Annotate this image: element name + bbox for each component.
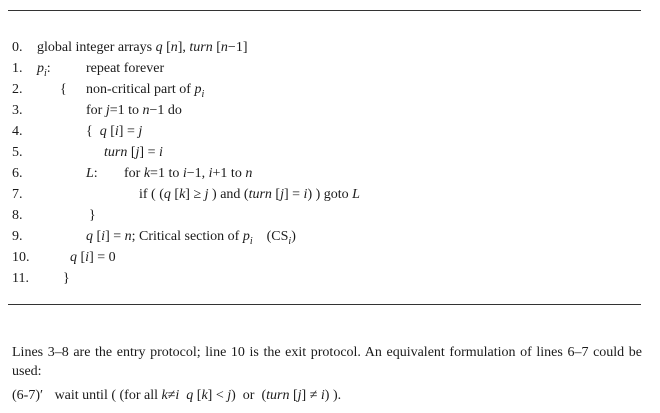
line-code: for j=1 to n−1 do	[86, 103, 182, 118]
line-code: if ( (q [k] ≥ j ) and (turn [j] = i) ) goto L	[139, 187, 360, 202]
line-code: repeat forever	[86, 61, 165, 76]
line-code: { q [i] = j	[86, 124, 143, 139]
bottom-rule	[8, 304, 641, 305]
line-code: q [i] = n; Critical section of $p_i$ $(CS_i)$	[86, 229, 296, 247]
alt-code: wait until ( (for all k≠i q [k] < j) or (turn [j] ≠ i) ).	[54, 388, 342, 403]
alternative-formulation	[12, 388, 341, 404]
line-number: 4.	[12, 124, 23, 139]
line-code: turn [j] = i	[104, 145, 163, 160]
explanation-paragraph: Lines 3–8 are the entry protocol; line 10 is the exit protocol. An equivalent formulation of lines 6–7 could be used:	[12, 345, 642, 379]
line-number: 0.	[12, 40, 23, 55]
label-L: L:	[86, 166, 98, 181]
line-number: 11.	[12, 271, 29, 286]
line-number: 2.	[12, 82, 23, 97]
line-number: 3.	[12, 103, 23, 118]
line-number: 6.	[12, 166, 23, 181]
line-code: non-critical part of $p_i$	[86, 82, 205, 100]
line-number: 9.	[12, 229, 23, 244]
line-code: global integer arrays q [n], turn [n−1]	[37, 40, 248, 55]
line-number: 5.	[12, 145, 23, 160]
top-rule	[8, 10, 641, 11]
process-label: $p_i$:	[37, 61, 51, 79]
line-number: 10.	[12, 250, 30, 265]
alt-label: (6-7)′	[12, 388, 44, 403]
line-number: 7.	[12, 187, 23, 202]
line-code: for k=1 to i−1, i+1 to n	[124, 166, 253, 181]
line-code: q [i] = 0	[70, 250, 116, 265]
open-brace: {	[60, 82, 67, 97]
line-number: 1.	[12, 61, 23, 76]
close-brace: }	[89, 208, 96, 223]
close-brace: }	[63, 271, 70, 286]
line-number: 8.	[12, 208, 23, 223]
